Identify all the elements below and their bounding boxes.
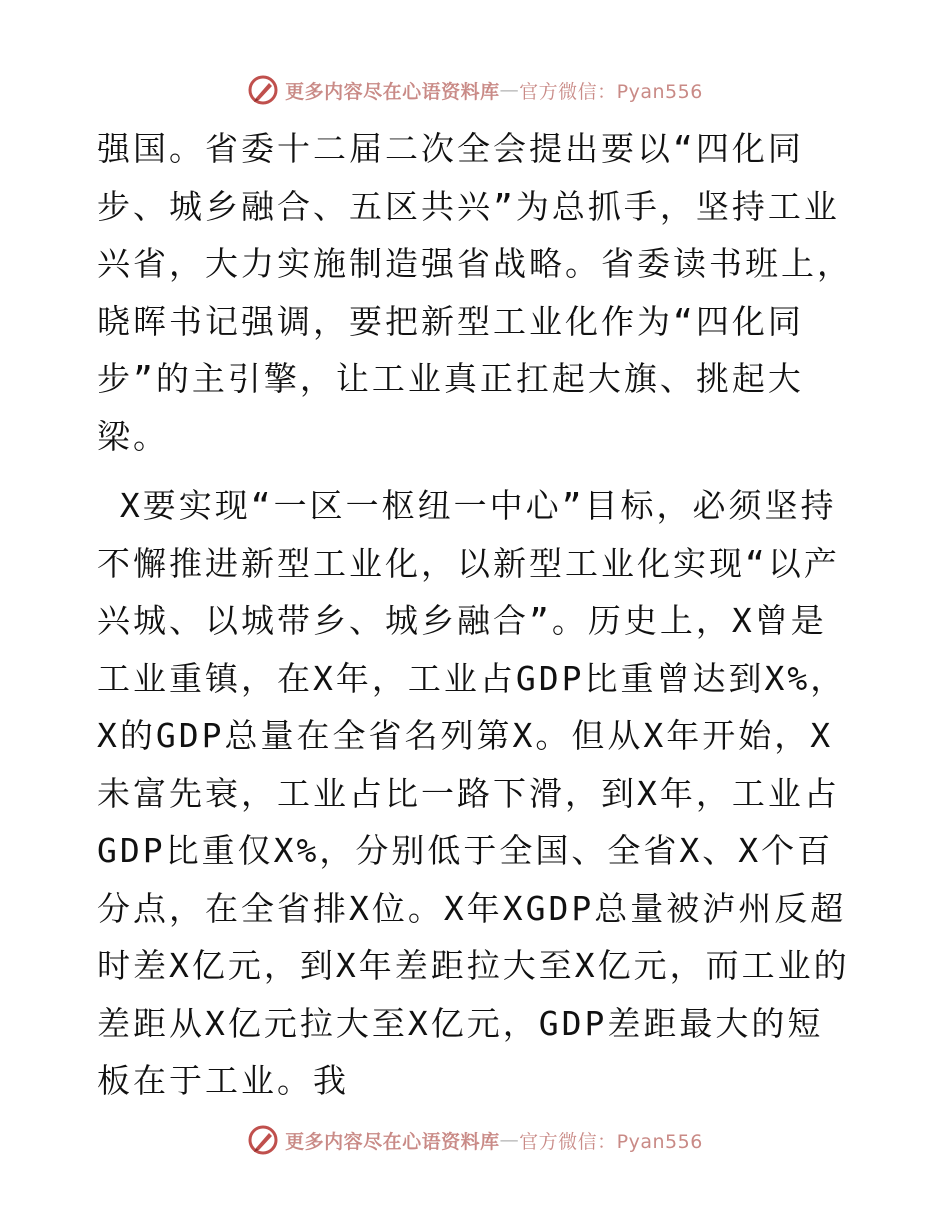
- header-watermark: [0, 70, 950, 110]
- footer-watermark: [0, 1120, 950, 1160]
- footer-banner-contact: 官方微信：Pyan556: [519, 1130, 703, 1153]
- pen-logo-icon: [247, 1124, 279, 1156]
- footer-banner-text: 更多内容尽在心语资料库: [285, 1130, 500, 1153]
- header-banner-dash: —: [499, 79, 520, 101]
- paragraph-1: 强国。省委十二届二次全会提出要以“四化同步、城乡融合、五区共兴”为总抓手，坚持工业兴省，大力实施制造强省战略。省委读书班上，晓晖书记强调，要把新型工业化作为“四化同步”的主引擎，让工业真正扛起大旗、挑起大梁。: [97, 129, 853, 456]
- header-banner-text: 更多内容尽在心语资料库: [285, 80, 500, 103]
- pen-logo-icon: [247, 74, 279, 106]
- paragraph-2: X要实现“一区一枢纽一中心”目标，必须坚持不懈推进新型工业化，以新型工业化实现“以产兴城、以城带乡、城乡融合”。历史上，X曾是工业重镇，在X年，工业占GDP比重曾达到X%，X的GDP总量在全省名列第X。但从X年开始，X未富先衰，工业占比一路下滑，到X年，工业占GDP比重仅X%，分别低于全国、全省X、X个百分点，在全省排X位。X年XGDP总量被泸州反超时差X亿元，到X年差距拉大至X亿元，而工业的差距从X亿元拉大至X亿元，GDP差距最大的短板在于工业。我: [97, 486, 850, 1100]
- header-banner-contact: 官方微信：Pyan556: [519, 80, 703, 103]
- footer-banner-dash: —: [499, 1129, 520, 1151]
- document-body: [97, 120, 857, 1110]
